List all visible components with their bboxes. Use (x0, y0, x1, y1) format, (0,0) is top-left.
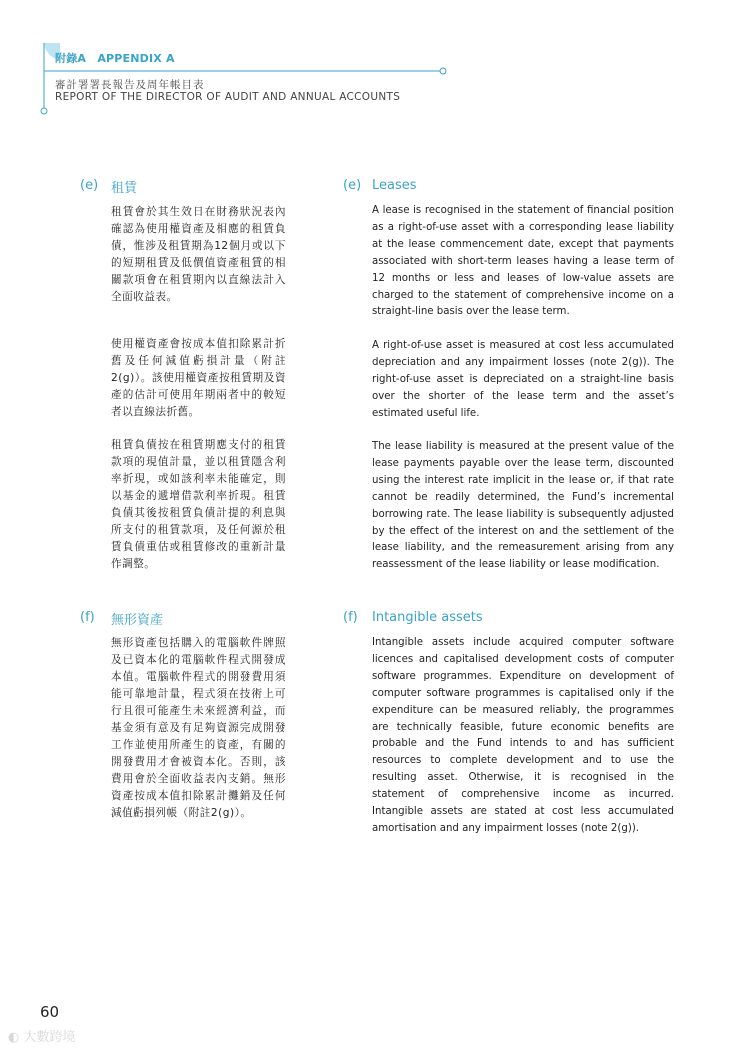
section-f-paragraph-1-en: Intangible assets include acquired computer software licences and capitalised development costs of computer software programmes. Expenditure on development of computer software programmes is capitalised only if the expenditure can be measured reliably, the programmes are technically feasible, future economic benefits are probable and the Fund intends to and has sufficient resources to complete development and to use the resulting asset. Otherwise, it is recognised in the statement of comprehensive income as incurred. Intangible assets are stated at cost less accumulated amortisation and any impairment losses (note 2(g)). (372, 637, 674, 834)
section-e-paragraph-3-zh: 租賃負債按在租賃期應支付的租賃款項的現值計量，並以租賃隱含利率折現，或如該利率未能確定，則以基金的遞增借款利率折現。租賃負債其後按租賃負債計提的利息與所支付的租賃款項，及任何源於租賃負債重估或租賃修改的重新計量作調整。 (111, 439, 286, 570)
section-e-paragraph-1-zh: 租賃會於其生效日在財務狀況表內確認為使用權資產及相應的租賃負債，惟涉及租賃期為12個月或以下的短期租賃及低價值資產租賃的相關款項會在租賃期內以直線法計入全面收益表。 (111, 206, 286, 303)
section-e-paragraph-2-en: A right-of-use asset is measured at cost less accumulated depreciation and any impairment losses (note 2(g)). The right-of-use asset is depreciated on a straight-line basis over the shorter of the lease term and the asset’s estimated useful life. (372, 340, 674, 419)
report-title-en: REPORT OF THE DIRECTOR OF AUDIT AND ANNUAL ACCOUNTS (55, 91, 401, 103)
watermark (8, 1026, 76, 1045)
section-e-title-zh: 租賃 (111, 181, 138, 196)
section-e-paragraph-1-en: A lease is recognised in the statement of financial position as a right-of-use asset with a corresponding lease liability at the lease commencement date, except that payments associated with short-term leases having a lease term of 12 months or less and leases of low-value assets are charged to the statement of comprehensive income on a straight-line basis over the lease term. (372, 205, 674, 318)
section-f-label-en: (f) (343, 610, 358, 625)
section-e-paragraph-2-zh: 使用權資產會按成本值扣除累計折舊及任何減值虧損計量（附註2(g)）。該使用權資產按租賃期及資產的估計可使用年期兩者中的較短者以直線法折舊。 (111, 338, 286, 418)
section-f-title-en: Intangible assets (372, 610, 483, 625)
watermark-text: 大數跨境 (23, 1030, 76, 1045)
section-e-paragraph-3-en: The lease liability is measured at the present value of the lease payments payable over the lease term, discounted using the interest rate implicit in the lease or, if that rate cannot be readily determined, the Fund’s incremental borrowing rate. The lease liability is subsequently adjusted by the effect of the interest on and the settlement of the lease liability, and the remeasurement arising from any reassessment of the lease liability or lease modification. (372, 441, 674, 571)
section-e-label-en: (e) (343, 178, 362, 193)
header-rule-bottom-dot (41, 108, 47, 114)
section-e-title-en: Leases (372, 178, 417, 193)
watermark-logo-icon: ◐ (8, 1030, 24, 1045)
section-f-paragraph-1-zh: 無形資產包括購入的電腦軟件牌照及已資本化的電腦軟件程式開發成本值。電腦軟件程式的開發費用須能可靠地計量，程式須在技術上可行且很可能產生未來經濟利益，而基金須有意及有足夠資源完成開發工作並使用所產生的資產，有關的開發費用才會被資本化。否則，該費用會於全面收益表內支銷。無形資產按成本值扣除累計攤銷及任何減值虧損列帳（附註2(g)）。 (111, 637, 286, 819)
appendix-label: 附錄A APPENDIX A (55, 52, 175, 65)
section-e-label-zh: (e) (80, 178, 99, 193)
section-f-label-zh: (f) (80, 610, 95, 625)
page-number: 60 (40, 1003, 60, 1021)
section-f-title-zh: 無形資產 (111, 613, 164, 628)
report-title-zh: 審計署署長報告及周年帳目表 (55, 79, 205, 91)
header-rule-end-dot (440, 68, 446, 74)
